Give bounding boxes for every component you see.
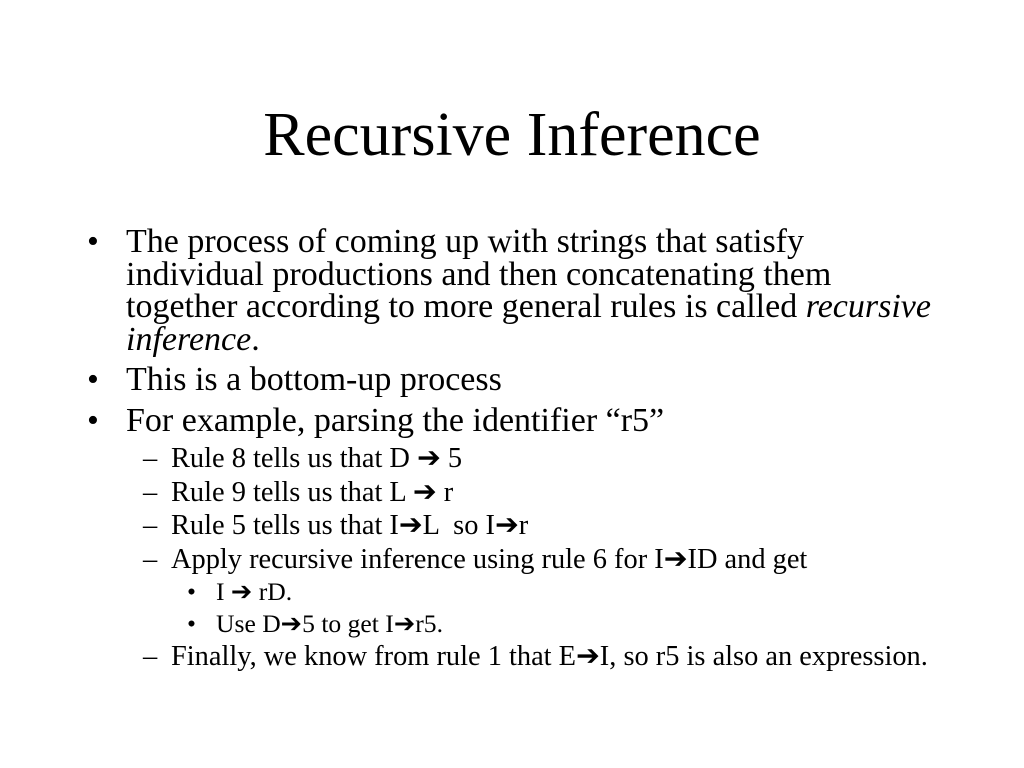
- sub-bullet-item: [126, 476, 938, 508]
- sub-bullet-text: Rule 8 tells us that D ➔ 5: [171, 443, 463, 474]
- bullet-text: This is a bottom-up process: [126, 361, 502, 398]
- sub-sub-bullet-item: [171, 579, 938, 605]
- sub-bullet-list: [126, 445, 938, 671]
- bullet-marker: •: [87, 223, 99, 260]
- bullet-marker: •: [187, 577, 196, 606]
- sub-bullet-text: Rule 5 tells us that I➔L so I➔r: [171, 510, 529, 541]
- bullet-marker: •: [187, 609, 196, 638]
- sub-bullet-text: Rule 9 tells us that L ➔ r: [171, 476, 454, 508]
- sub-bullet-item: [126, 643, 938, 671]
- sub-bullet-item: [126, 445, 938, 473]
- bullet-item: [0, 361, 938, 398]
- bullet-marker: •: [87, 401, 99, 439]
- sub-sub-bullet-text: I ➔ rD.: [216, 577, 293, 606]
- sub-sub-bullet-item: [171, 611, 938, 637]
- bullet-text-end: .: [251, 320, 260, 358]
- sub-bullet-item: [126, 512, 938, 540]
- dash-marker: –: [143, 443, 158, 474]
- dash-marker: –: [143, 543, 158, 575]
- bullet-marker: •: [87, 361, 99, 398]
- sub-bullet-text: Apply recursive inference using rule 6 for I➔ID and get: [171, 543, 808, 575]
- bullet-text: For example, parsing the identifier “r5”: [126, 401, 665, 439]
- bullet-list: [0, 223, 938, 672]
- bullet-item: [0, 401, 938, 672]
- dash-marker: –: [143, 510, 158, 541]
- bullet-text: The process of coming up with strings that satisfy individual productions and then concatenating them together according to more general rules is called: [126, 223, 832, 325]
- sub-bullet-item: [126, 543, 938, 638]
- bullet-item: [0, 223, 938, 358]
- sub-sub-bullet-text: Use D➔5 to get I➔r5.: [216, 609, 443, 638]
- sub-bullet-text: Finally, we know from rule 1 that E➔I, so r5 is also an expression.: [171, 641, 928, 672]
- slide-title: Recursive Inference: [263, 101, 761, 169]
- dash-marker: –: [143, 641, 158, 672]
- dash-marker: –: [143, 476, 158, 508]
- sub-sub-bullet-list: [171, 579, 938, 637]
- emphasized-term: recursive inference: [126, 288, 931, 358]
